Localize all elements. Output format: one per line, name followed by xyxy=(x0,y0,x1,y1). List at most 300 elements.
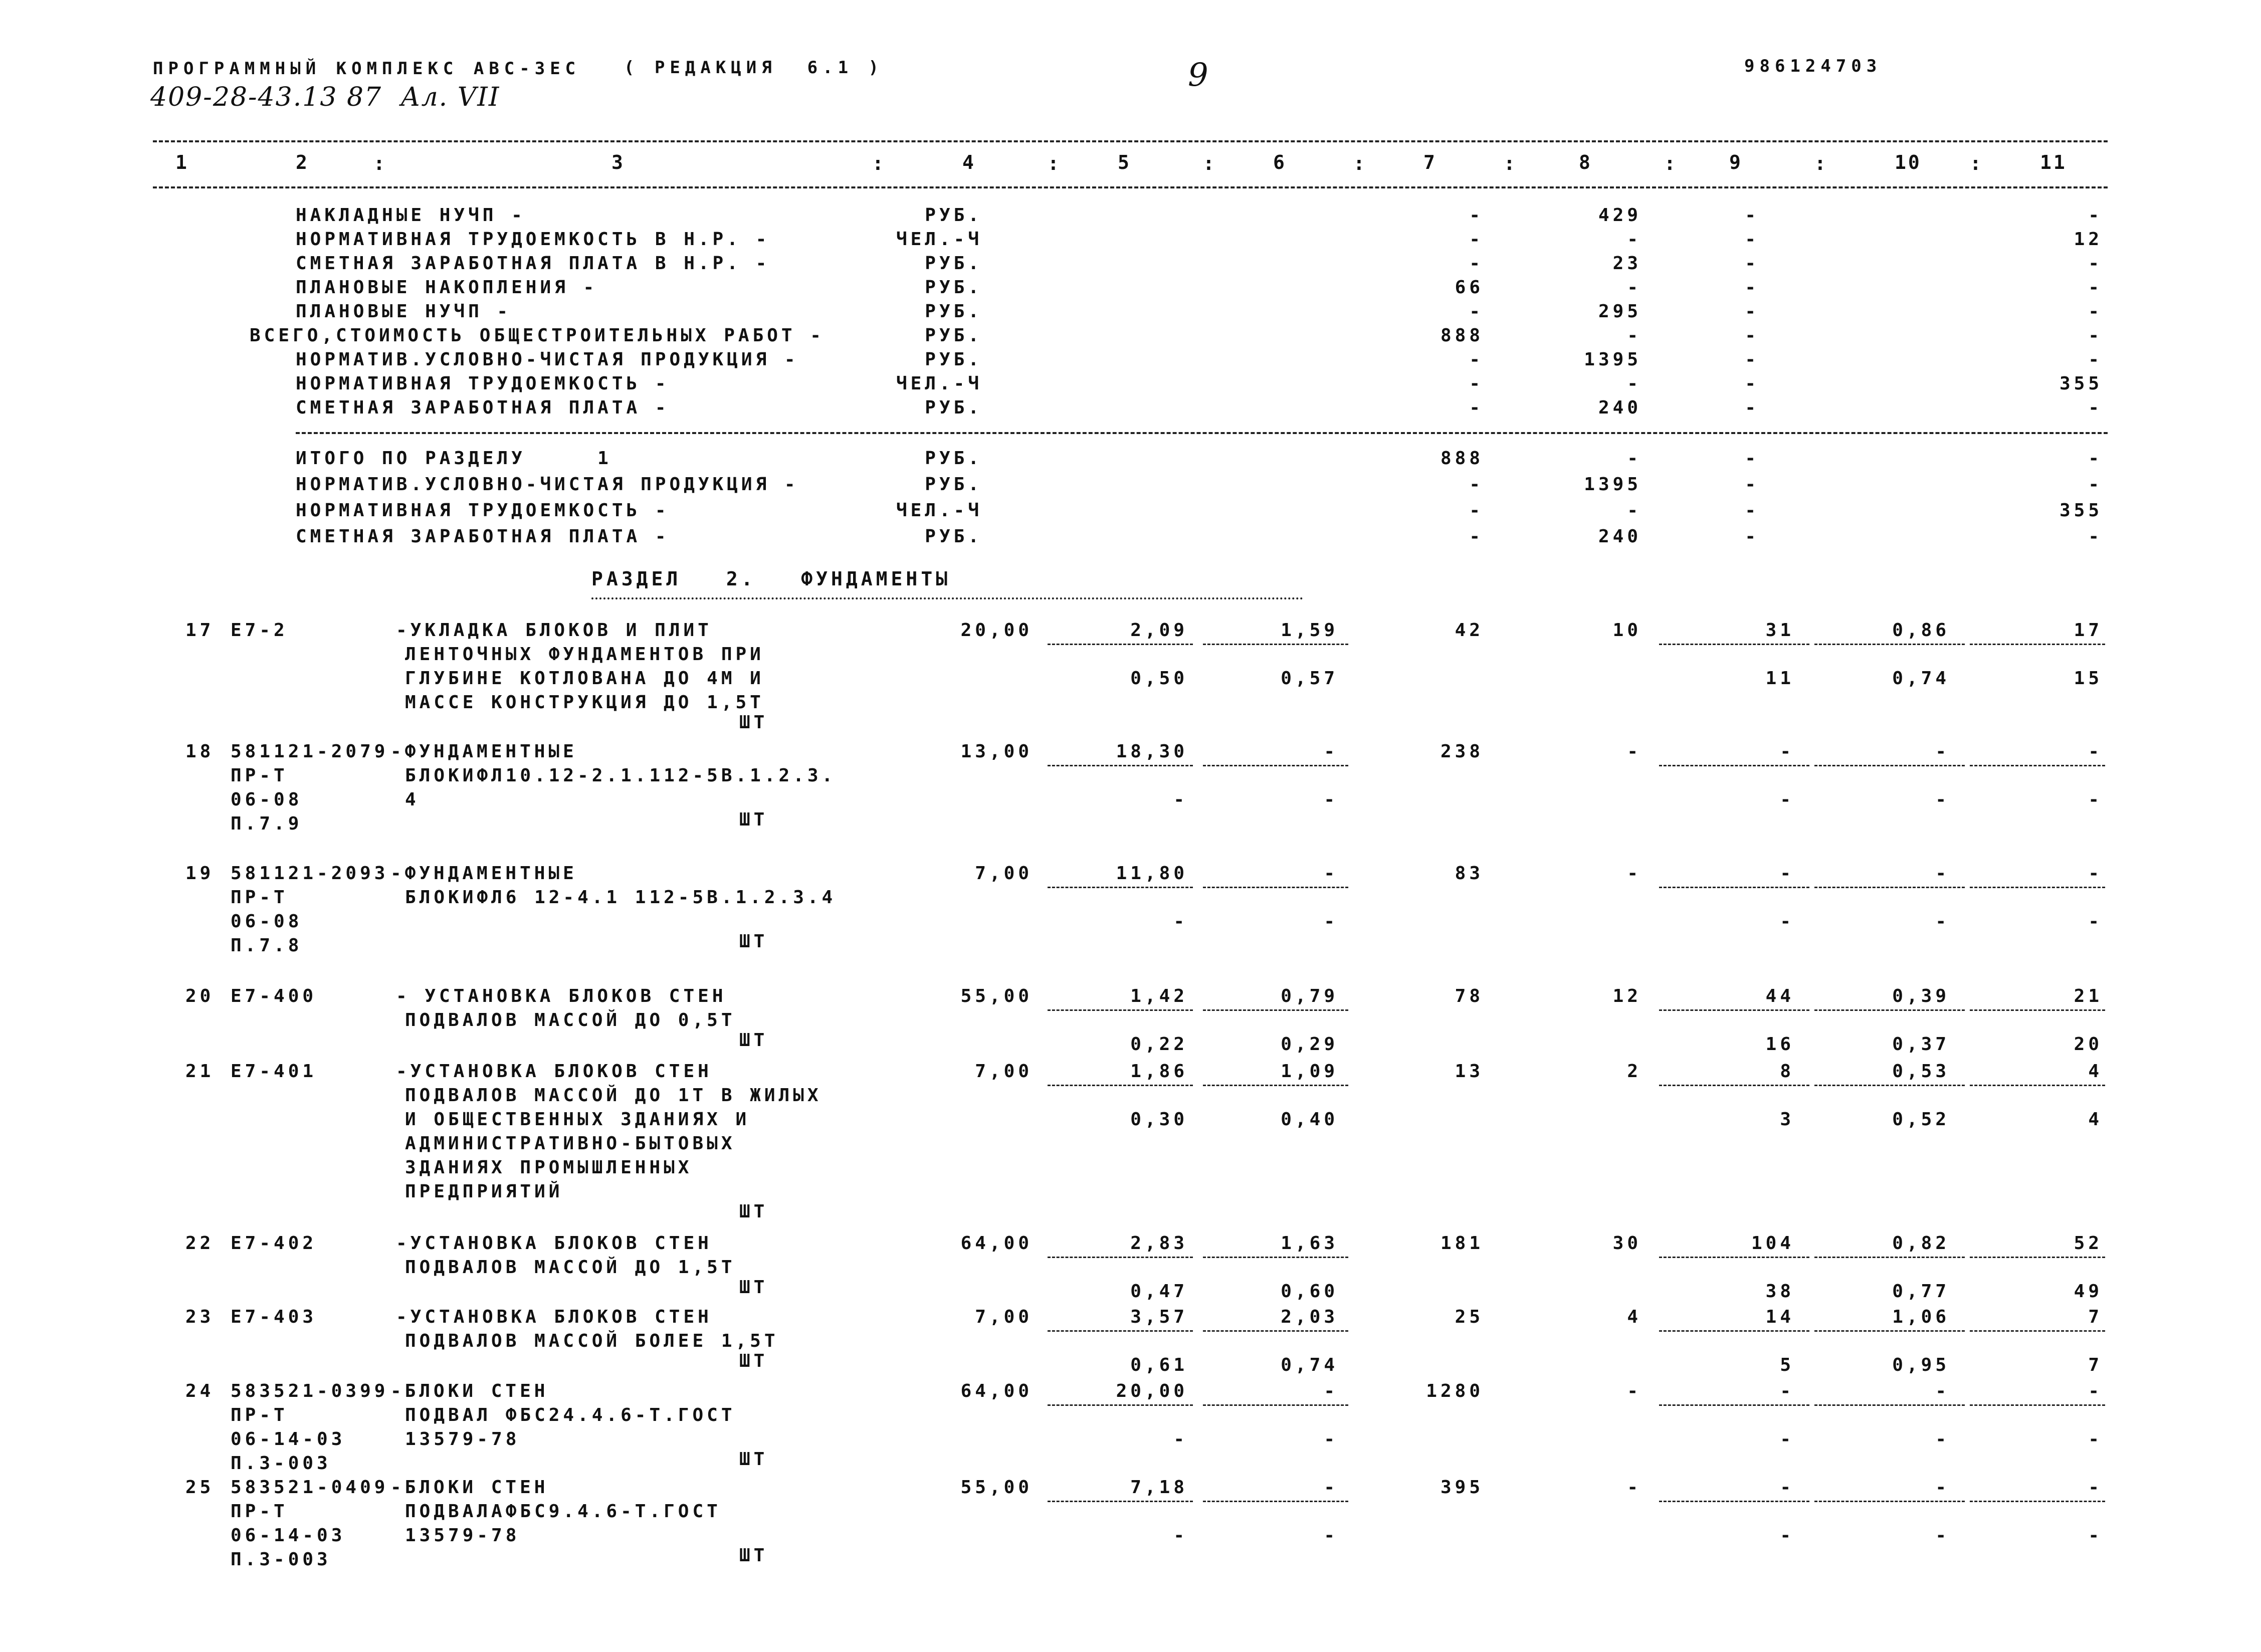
summary1-row-col11: - xyxy=(2088,277,2103,298)
item-col10: - xyxy=(1935,863,1950,884)
item-col6-sub: 0,74 xyxy=(1281,1355,1338,1375)
item-unit: ШТ xyxy=(739,809,768,830)
summary1-row-col9: - xyxy=(1745,301,1759,322)
summary2-row-col8: - xyxy=(1627,500,1641,521)
item-col6-sub: - xyxy=(1324,1429,1338,1450)
item-col10-sub: 0,95 xyxy=(1892,1355,1950,1375)
column-separator: : xyxy=(373,152,387,174)
item-col8: 30 xyxy=(1612,1233,1641,1254)
item-col6-sub: 0,57 xyxy=(1281,668,1338,689)
item-col11: - xyxy=(2088,1477,2103,1498)
item-quantity: 7,00 xyxy=(975,863,1033,884)
item-col7: 395 xyxy=(1440,1477,1484,1498)
item-col8: 4 xyxy=(1627,1307,1641,1327)
item-description-line: ЗДАНИЯХ ПРОМЫШЛЕННЫХ xyxy=(405,1157,693,1178)
item-col5-sub: - xyxy=(1173,789,1188,810)
item-quantity: 7,00 xyxy=(975,1307,1033,1327)
item-col5-sub: - xyxy=(1173,1525,1188,1546)
summary1-row-unit: РУБ. xyxy=(925,253,982,274)
item-quantity: 7,00 xyxy=(975,1061,1033,1082)
item-subtotal-rule xyxy=(1203,1501,1348,1502)
summary1-row-col9: - xyxy=(1745,397,1759,418)
item-col11-sub: 15 xyxy=(2074,668,2103,689)
summary1-row-col8: - xyxy=(1627,229,1641,250)
item-quantity: 64,00 xyxy=(960,1233,1033,1254)
item-subtotal-rule xyxy=(1203,887,1348,888)
item-col9-sub: 11 xyxy=(1765,668,1794,689)
item-col11: 21 xyxy=(2074,986,2103,1006)
item-subtotal-rule xyxy=(1659,887,1809,888)
summary1-row-col7: 888 xyxy=(1440,325,1484,346)
item-col11: - xyxy=(2088,741,2103,762)
summary2-row-col9: - xyxy=(1745,448,1759,469)
item-subtotal-rule xyxy=(1203,644,1348,645)
column-separator: : xyxy=(872,152,886,174)
item-col9: 8 xyxy=(1780,1061,1794,1082)
item-col10-sub: 0,52 xyxy=(1892,1109,1950,1130)
item-col6-sub: - xyxy=(1324,1525,1338,1546)
item-description-line: ПОДВАЛОВ МАССОЙ ДО 1Т В ЖИЛЫХ xyxy=(405,1085,822,1106)
item-subtotal-rule xyxy=(1048,887,1193,888)
item-col6-sub: - xyxy=(1324,911,1338,932)
summary1-row-col11: 355 xyxy=(2059,373,2103,394)
summary1-row-col9: - xyxy=(1745,349,1759,370)
summary1-row-unit: ЧЕЛ.-Ч xyxy=(896,373,982,394)
item-quantity: 64,00 xyxy=(960,1381,1033,1401)
summary2-row-unit: РУБ. xyxy=(925,448,982,469)
item-description-line: ЛЕНТОЧНЫХ ФУНДАМЕНТОВ ПРИ xyxy=(405,644,764,665)
item-code: Е7-400 xyxy=(231,986,317,1006)
summary2-row-col7: 888 xyxy=(1440,448,1484,469)
column-header-10: 10 xyxy=(1895,151,1922,173)
item-col5: 1,42 xyxy=(1130,986,1188,1006)
item-quantity: 13,00 xyxy=(960,741,1033,762)
item-subtotal-rule xyxy=(1970,644,2105,645)
summary2-row-col11: 355 xyxy=(2059,500,2103,521)
item-col10: 1,06 xyxy=(1892,1307,1950,1327)
item-description-line: -УСТАНОВКА БЛОКОВ СТЕН xyxy=(396,1061,712,1082)
item-col5: 11,80 xyxy=(1116,863,1188,884)
item-col7: 238 xyxy=(1440,741,1484,762)
item-col11: 7 xyxy=(2088,1307,2103,1327)
item-col9: - xyxy=(1780,863,1794,884)
column-separator: : xyxy=(1504,152,1517,174)
item-unit: ШТ xyxy=(739,1449,768,1470)
item-col8: - xyxy=(1627,1477,1641,1498)
summary2-row-col8: 1395 xyxy=(1584,474,1641,495)
item-subtotal-rule xyxy=(1203,765,1348,766)
item-subtotal-rule xyxy=(1203,1330,1348,1332)
item-reference-line: ПР-Т xyxy=(231,1501,288,1522)
item-col11-sub: - xyxy=(2088,789,2103,810)
item-col10-sub: - xyxy=(1935,1525,1950,1546)
item-subtotal-rule xyxy=(1048,1257,1193,1258)
item-subtotal-rule xyxy=(1659,1257,1809,1258)
item-col9-sub: - xyxy=(1780,911,1794,932)
item-number: 20 xyxy=(185,986,215,1006)
column-header-4: 4 xyxy=(962,151,976,173)
item-unit: ШТ xyxy=(739,931,768,952)
item-subtotal-rule xyxy=(1048,1009,1193,1011)
item-col7: 1280 xyxy=(1426,1381,1484,1401)
item-unit: ШТ xyxy=(739,712,768,733)
item-col10-sub: 0,74 xyxy=(1892,668,1950,689)
column-header-1: 1 xyxy=(175,151,189,173)
summary2-row-col7: - xyxy=(1469,526,1484,547)
item-col8: - xyxy=(1627,863,1641,884)
item-col10: 0,39 xyxy=(1892,986,1950,1006)
item-col5-sub: 0,61 xyxy=(1130,1355,1188,1375)
item-col5-sub: 0,50 xyxy=(1130,668,1188,689)
item-col10-sub: - xyxy=(1935,789,1950,810)
column-header-8: 8 xyxy=(1579,151,1592,173)
item-col6: 1,63 xyxy=(1281,1233,1338,1254)
summary1-row-col8: 23 xyxy=(1612,253,1641,274)
item-subtotal-rule xyxy=(1659,1330,1809,1332)
rule-summary-divider xyxy=(296,432,2108,434)
summary1-row-unit: РУБ. xyxy=(925,325,982,346)
summary1-row-label: НОРМАТИВ.УСЛОВНО-ЧИСТАЯ ПРОДУКЦИЯ - xyxy=(296,349,799,370)
item-subtotal-rule xyxy=(1203,1085,1348,1086)
item-col5: 20,00 xyxy=(1116,1381,1188,1401)
item-col8: 10 xyxy=(1612,620,1641,641)
item-subtotal-rule xyxy=(1970,1404,2105,1406)
item-description-line: ПОДВАЛОВ МАССОЙ БОЛЕЕ 1,5Т xyxy=(405,1331,779,1351)
item-col11-sub: - xyxy=(2088,1429,2103,1450)
item-subtotal-rule xyxy=(1203,1009,1348,1011)
item-unit: ШТ xyxy=(739,1351,768,1371)
item-col6-sub: 0,29 xyxy=(1281,1034,1338,1055)
summary2-row-unit: ЧЕЛ.-Ч xyxy=(896,500,982,521)
summary2-row-col8: - xyxy=(1627,448,1641,469)
column-header-7: 7 xyxy=(1423,151,1437,173)
item-col6: 2,03 xyxy=(1281,1307,1338,1327)
item-subtotal-rule xyxy=(1048,644,1193,645)
summary2-row-label: СМЕТНАЯ ЗАРАБОТНАЯ ПЛАТА - xyxy=(296,526,670,547)
summary1-row-col8: 429 xyxy=(1598,205,1641,226)
item-reference-line: П.7.8 xyxy=(231,935,303,956)
column-separator: : xyxy=(1048,152,1061,174)
summary1-row-label: ВСЕГО,СТОИМОСТЬ ОБЩЕСТРОИТЕЛЬНЫХ РАБОТ - xyxy=(250,325,825,346)
item-number: 17 xyxy=(185,620,215,641)
item-col7: 13 xyxy=(1455,1061,1484,1082)
item-description-line: ПОДВАЛОВ МАССОЙ ДО 0,5Т xyxy=(405,1010,736,1030)
summary1-row-col9: - xyxy=(1745,277,1759,298)
item-col7: 42 xyxy=(1455,620,1484,641)
summary1-row-label: НОРМАТИВНАЯ ТРУДОЕМКОСТЬ В Н.Р. - xyxy=(296,229,770,250)
summary2-row-col7: - xyxy=(1469,474,1484,495)
column-separator: : xyxy=(1970,152,1983,174)
item-subtotal-rule xyxy=(1048,1085,1193,1086)
item-reference-line: 06-14-03 xyxy=(231,1525,346,1546)
item-reference-line: 06-08 xyxy=(231,911,303,932)
item-col9: 44 xyxy=(1765,986,1794,1006)
summary2-row-col11: - xyxy=(2088,474,2103,495)
summary1-row-col7: - xyxy=(1469,373,1484,394)
item-col11-sub: - xyxy=(2088,1525,2103,1546)
summary1-row-col7: 66 xyxy=(1455,277,1484,298)
item-col9: 31 xyxy=(1765,620,1794,641)
summary1-row-col11: - xyxy=(2088,301,2103,322)
summary1-row-col9: - xyxy=(1745,373,1759,394)
summary2-row-label: ИТОГО ПО РАЗДЕЛУ 1 xyxy=(296,448,612,469)
item-subtotal-rule xyxy=(1659,1085,1809,1086)
summary1-row-col9: - xyxy=(1745,325,1759,346)
item-col6: - xyxy=(1324,863,1338,884)
item-subtotal-rule xyxy=(1814,1330,1965,1332)
item-number: 22 xyxy=(185,1233,215,1254)
item-col11-sub: 20 xyxy=(2074,1034,2103,1055)
item-col5-sub: 0,30 xyxy=(1130,1109,1188,1130)
item-subtotal-rule xyxy=(1970,887,2105,888)
item-subtotal-rule xyxy=(1814,1501,1965,1502)
item-col6-sub: 0,40 xyxy=(1281,1109,1338,1130)
item-col6: 1,59 xyxy=(1281,620,1338,641)
summary1-row-col11: - xyxy=(2088,253,2103,274)
item-col9-sub: - xyxy=(1780,789,1794,810)
item-reference-line: П.3-003 xyxy=(231,1549,331,1570)
item-col10-sub: - xyxy=(1935,911,1950,932)
section-underline xyxy=(591,597,1303,599)
item-subtotal-rule xyxy=(1814,644,1965,645)
summary1-row-unit: РУБ. xyxy=(925,277,982,298)
item-subtotal-rule xyxy=(1814,765,1965,766)
item-subtotal-rule xyxy=(1048,1404,1193,1406)
item-description-line: 13579-78 xyxy=(405,1429,520,1450)
item-subtotal-rule xyxy=(1970,1501,2105,1502)
item-number: 25 xyxy=(185,1477,215,1498)
item-col8: - xyxy=(1627,1381,1641,1401)
item-col11: 4 xyxy=(2088,1061,2103,1082)
summary1-row-label: НАКЛАДНЫЕ НУЧП - xyxy=(296,205,526,226)
item-unit: ШТ xyxy=(739,1545,768,1566)
summary1-row-col7: - xyxy=(1469,253,1484,274)
item-subtotal-rule xyxy=(1659,1009,1809,1011)
item-col9: - xyxy=(1780,1477,1794,1498)
summary1-row-col8: 295 xyxy=(1598,301,1641,322)
summary2-row-col9: - xyxy=(1745,526,1759,547)
item-col7: 83 xyxy=(1455,863,1484,884)
summary1-row-unit: РУБ. xyxy=(925,205,982,226)
item-description-line: -ФУНДАМЕНТНЫЕ xyxy=(390,741,577,762)
item-description-line: - УСТАНОВКА БЛОКОВ СТЕН xyxy=(396,986,727,1006)
item-col10: - xyxy=(1935,741,1950,762)
summary2-row-col9: - xyxy=(1745,500,1759,521)
item-col11-sub: 49 xyxy=(2074,1281,2103,1302)
summary1-row-label: СМЕТНАЯ ЗАРАБОТНАЯ ПЛАТА - xyxy=(296,397,670,418)
column-header-3: 3 xyxy=(611,151,625,173)
item-description-line: БЛОКИФЛ10.12-2.1.112-5В.1.2.3. xyxy=(405,765,837,786)
item-col9-sub: - xyxy=(1780,1525,1794,1546)
item-description-line: -БЛОКИ СТЕН xyxy=(390,1477,549,1498)
item-col11: 17 xyxy=(2074,620,2103,641)
item-col9: 104 xyxy=(1751,1233,1794,1254)
item-subtotal-rule xyxy=(1048,765,1193,766)
summary2-row-unit: РУБ. xyxy=(925,474,982,495)
item-col5-sub: - xyxy=(1173,911,1188,932)
item-description-line: ПОДВАЛ ФБС24.4.6-Т.ГОСТ xyxy=(405,1405,736,1425)
item-subtotal-rule xyxy=(1814,887,1965,888)
item-col5-sub: 0,47 xyxy=(1130,1281,1188,1302)
item-col5-sub: - xyxy=(1173,1429,1188,1450)
summary2-row-label: НОРМАТИВНАЯ ТРУДОЕМКОСТЬ - xyxy=(296,500,670,521)
item-description-line: -УСТАНОВКА БЛОКОВ СТЕН xyxy=(396,1307,712,1327)
summary2-row-col7: - xyxy=(1469,500,1484,521)
item-code: Е7-2 xyxy=(231,620,288,641)
edition-label: ( РЕДАКЦИЯ 6.1 ) xyxy=(624,58,884,78)
item-reference-line: ПР-Т xyxy=(231,1405,288,1425)
item-subtotal-rule xyxy=(1970,765,2105,766)
item-col5: 2,09 xyxy=(1130,620,1188,641)
summary1-row-col11: - xyxy=(2088,325,2103,346)
summary1-row-col8: 240 xyxy=(1598,397,1641,418)
item-unit: ШТ xyxy=(739,1030,768,1051)
item-col7: 78 xyxy=(1455,986,1484,1006)
item-col11-sub: 7 xyxy=(2088,1355,2103,1375)
item-code: Е7-401 xyxy=(231,1061,317,1082)
item-description-line: И ОБЩЕСТВЕННЫХ ЗДАНИЯХ И xyxy=(405,1109,750,1130)
item-code: 583521-0399 xyxy=(231,1381,389,1401)
item-col10-sub: 0,37 xyxy=(1892,1034,1950,1055)
item-col9-sub: 3 xyxy=(1780,1109,1794,1130)
item-col11: - xyxy=(2088,1381,2103,1401)
summary1-row-col7: - xyxy=(1469,397,1484,418)
item-quantity: 20,00 xyxy=(960,620,1033,641)
item-number: 23 xyxy=(185,1307,215,1327)
item-col5: 7,18 xyxy=(1130,1477,1188,1498)
item-col11: - xyxy=(2088,863,2103,884)
summary1-row-col11: - xyxy=(2088,205,2103,226)
item-col6: 0,79 xyxy=(1281,986,1338,1006)
summary1-row-col8: - xyxy=(1627,277,1641,298)
summary2-row-col11: - xyxy=(2088,448,2103,469)
item-quantity: 55,00 xyxy=(960,986,1033,1006)
item-col10: - xyxy=(1935,1477,1950,1498)
item-col5: 1,86 xyxy=(1130,1061,1188,1082)
item-description-line: 13579-78 xyxy=(405,1525,520,1546)
item-col6: - xyxy=(1324,1477,1338,1498)
item-col5: 2,83 xyxy=(1130,1233,1188,1254)
item-description-line: МАССЕ КОНСТРУКЦИЯ ДО 1,5Т xyxy=(405,692,764,713)
item-description-line: ПОДВАЛОВ МАССОЙ ДО 1,5Т xyxy=(405,1257,736,1278)
item-col9-sub: - xyxy=(1780,1429,1794,1450)
rule-header-bottom xyxy=(153,186,2108,188)
summary2-row-unit: РУБ. xyxy=(925,526,982,547)
column-header-5: 5 xyxy=(1118,151,1131,173)
summary1-row-col11: 12 xyxy=(2074,229,2103,250)
item-col9: 14 xyxy=(1765,1307,1794,1327)
item-code: Е7-402 xyxy=(231,1233,317,1254)
section-title: РАЗДЕЛ 2. ФУНДАМЕНТЫ xyxy=(591,568,951,590)
item-subtotal-rule xyxy=(1659,1404,1809,1406)
column-header-6: 6 xyxy=(1273,151,1287,173)
summary1-row-col8: - xyxy=(1627,373,1641,394)
item-subtotal-rule xyxy=(1970,1085,2105,1086)
item-col8: 12 xyxy=(1612,986,1641,1006)
page-number: 9 xyxy=(1188,57,1208,94)
item-code: Е7-403 xyxy=(231,1307,317,1327)
item-col9: - xyxy=(1780,1381,1794,1401)
item-description-line: БЛОКИФЛ6 12-4.1 112-5В.1.2.3.4 xyxy=(405,887,837,908)
document-code: 986124703 xyxy=(1744,56,1882,76)
item-subtotal-rule xyxy=(1203,1257,1348,1258)
item-subtotal-rule xyxy=(1048,1501,1193,1502)
item-subtotal-rule xyxy=(1970,1009,2105,1011)
item-number: 18 xyxy=(185,741,215,762)
item-col7: 25 xyxy=(1455,1307,1484,1327)
item-code: 583521-0409 xyxy=(231,1477,389,1498)
item-col6-sub: - xyxy=(1324,789,1338,810)
item-col10: 0,82 xyxy=(1892,1233,1950,1254)
summary1-row-col7: - xyxy=(1469,229,1484,250)
item-col6: - xyxy=(1324,741,1338,762)
item-description-line: -УКЛАДКА БЛОКОВ И ПЛИТ xyxy=(396,620,712,641)
item-col5: 3,57 xyxy=(1130,1307,1188,1327)
summary1-row-col11: - xyxy=(2088,349,2103,370)
summary2-row-col9: - xyxy=(1745,474,1759,495)
item-reference-line: ПР-Т xyxy=(231,765,288,786)
item-subtotal-rule xyxy=(1048,1330,1193,1332)
summary1-row-col7: - xyxy=(1469,349,1484,370)
rule-top xyxy=(153,140,2108,142)
column-separator: : xyxy=(1203,152,1216,174)
item-unit: ШТ xyxy=(739,1277,768,1298)
summary2-row-label: НОРМАТИВ.УСЛОВНО-ЧИСТАЯ ПРОДУКЦИЯ - xyxy=(296,474,799,495)
column-header-11: 11 xyxy=(2040,151,2067,173)
summary1-row-unit: ЧЕЛ.-Ч xyxy=(896,229,982,250)
summary1-row-col11: - xyxy=(2088,397,2103,418)
item-subtotal-rule xyxy=(1659,1501,1809,1502)
item-col5: 18,30 xyxy=(1116,741,1188,762)
item-col8: 2 xyxy=(1627,1061,1641,1082)
item-col9-sub: 5 xyxy=(1780,1355,1794,1375)
item-col5-sub: 0,22 xyxy=(1130,1034,1188,1055)
item-reference-line: ПР-Т xyxy=(231,887,288,908)
item-col6-sub: 0,60 xyxy=(1281,1281,1338,1302)
column-separator: : xyxy=(1353,152,1367,174)
item-reference-line: П.7.9 xyxy=(231,813,303,834)
item-col9-sub: 38 xyxy=(1765,1281,1794,1302)
program-title: ПРОГРАММНЫЙ КОМПЛЕКС АВС-3ЕС xyxy=(153,59,581,79)
summary1-row-label: ПЛАНОВЫЕ НУЧП - xyxy=(296,301,512,322)
column-header-9: 9 xyxy=(1729,151,1743,173)
item-subtotal-rule xyxy=(1814,1257,1965,1258)
item-col11-sub: - xyxy=(2088,911,2103,932)
item-reference-line: 06-14-03 xyxy=(231,1429,346,1450)
item-subtotal-rule xyxy=(1970,1257,2105,1258)
item-code: 581121-2093 xyxy=(231,863,389,884)
item-col10: 0,53 xyxy=(1892,1061,1950,1082)
item-description-line: ПРЕДПРИЯТИЙ xyxy=(405,1181,563,1202)
column-separator: : xyxy=(1814,152,1828,174)
item-col10-sub: - xyxy=(1935,1429,1950,1450)
item-number: 24 xyxy=(185,1381,215,1401)
item-subtotal-rule xyxy=(1814,1404,1965,1406)
item-description-line: -БЛОКИ СТЕН xyxy=(390,1381,549,1401)
item-col6: 1,09 xyxy=(1281,1061,1338,1082)
summary2-row-col8: 240 xyxy=(1598,526,1641,547)
summary1-row-col7: - xyxy=(1469,205,1484,226)
item-col11: 52 xyxy=(2074,1233,2103,1254)
summary1-row-col9: - xyxy=(1745,253,1759,274)
item-number: 19 xyxy=(185,863,215,884)
column-header-2: 2 xyxy=(296,151,309,173)
item-reference-line: 06-08 xyxy=(231,789,303,810)
item-description-line: АДМИНИСТРАТИВНО-БЫТОВЫХ xyxy=(405,1133,736,1154)
summary1-row-col9: - xyxy=(1745,229,1759,250)
item-description-line: -УСТАНОВКА БЛОКОВ СТЕН xyxy=(396,1233,712,1254)
summary1-row-unit: РУБ. xyxy=(925,397,982,418)
